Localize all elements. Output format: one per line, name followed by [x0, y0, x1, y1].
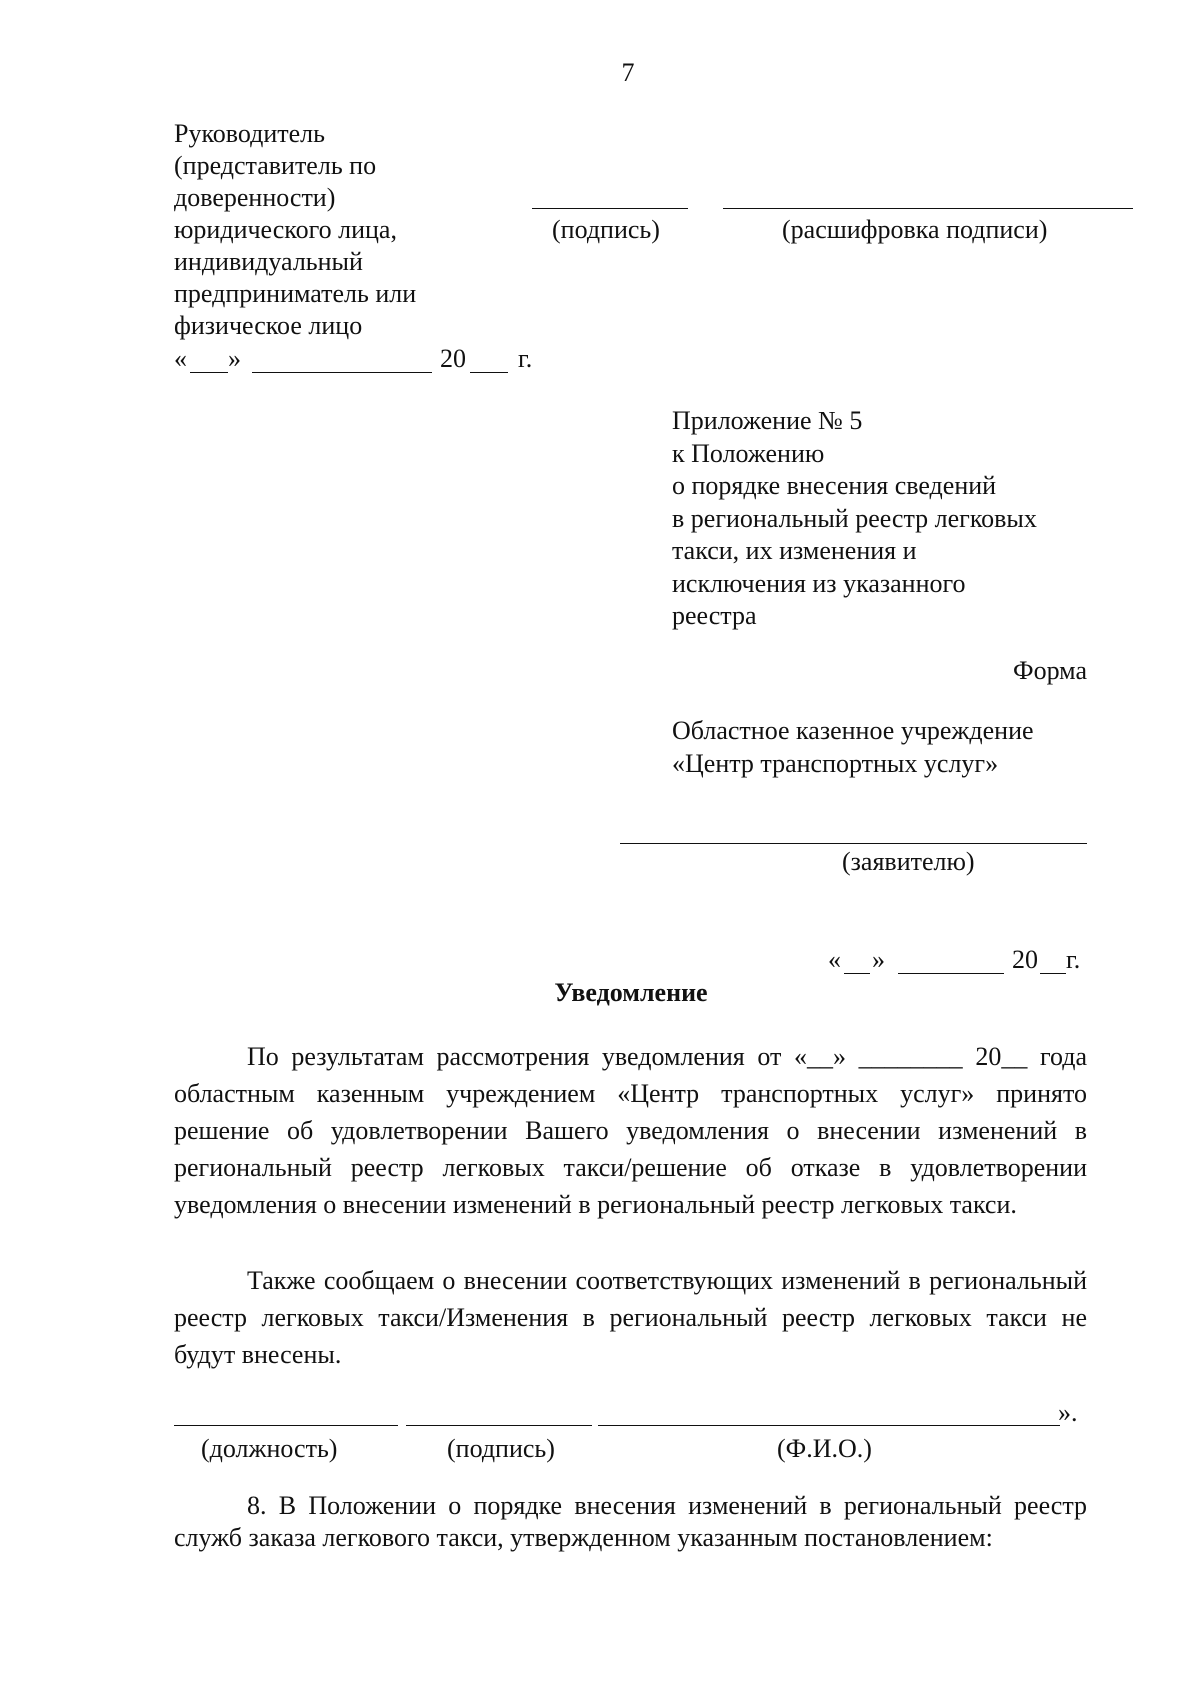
appendix-line: в региональный реестр легковых — [672, 503, 1037, 533]
appendix-line: реестра — [672, 601, 757, 630]
appendix-line: к Положению — [672, 438, 825, 468]
notice-title: Уведомление — [554, 978, 708, 1007]
year-suffix: г. — [518, 344, 533, 373]
applicant-label: (заявителю) — [842, 847, 975, 876]
signature-label: (подпись) — [552, 215, 660, 244]
appendix-line: Приложение № 5 — [672, 406, 863, 435]
signer-line: Руководитель — [174, 119, 325, 148]
signature-blank-line — [532, 208, 688, 209]
position-label: (должность) — [201, 1434, 338, 1463]
appendix-line: исключения из указанного — [672, 568, 966, 598]
date-close-quote: » — [228, 344, 241, 373]
day-blank-line — [190, 372, 228, 373]
notice-year-suffix: г. — [1066, 945, 1081, 974]
bottom-signature-label: (подпись) — [447, 1434, 555, 1463]
signer-line: предприниматель или — [174, 279, 417, 308]
notice-year-prefix: 20 — [1012, 945, 1038, 974]
form-label: Форма — [1013, 656, 1087, 685]
signature-decoding-label: (расшифровка подписи) — [782, 215, 1048, 244]
year-prefix: 20 — [440, 344, 466, 373]
appendix-line: такси, их изменения и — [672, 536, 917, 565]
institution-block — [672, 715, 1092, 780]
position-blank-line — [174, 1425, 398, 1426]
appendix-line: о порядке внесения сведений — [672, 471, 997, 500]
signer-line: доверенности) — [174, 183, 336, 212]
appendix-block — [672, 405, 1092, 633]
institution-line: Областное казенное учреждение — [672, 716, 1034, 745]
signer-title-block — [174, 118, 504, 342]
full-name-label: (Ф.И.О.) — [777, 1434, 872, 1463]
notice-date-close-quote: » — [872, 945, 885, 974]
applicant-blank-line — [620, 843, 1087, 844]
year-blank-line — [470, 372, 508, 373]
signer-line: индивидуальный — [174, 247, 363, 276]
signer-line: физическое лицо — [174, 311, 363, 340]
month-blank-line — [252, 372, 432, 373]
notice-month-blank-line — [898, 973, 1004, 974]
signer-line: (представитель по — [174, 151, 377, 180]
closing-quote: ». — [1058, 1398, 1078, 1427]
page-number: 7 — [621, 58, 635, 87]
notice-date-open-quote: « — [828, 945, 841, 974]
clause-8-paragraph: 8. В Положении о порядке внесения изменений в региональный реестр служб заказа легкового такси, утвержденном указанным постановлением: — [174, 1491, 1087, 1552]
notice-day-blank-line — [844, 973, 870, 974]
notice-paragraph-1: По результатам рассмотрения уведомления от «__» ________ 20__ года областным казенным учреждением «Центр транспортных услуг» принято решение об удовлетворении Вашего уведомления о внесении изменений в региональный реестр легковых такси/решение об отказе в удовлетворении уведомления о внесении изменений в региональный реестр легковых такси. — [174, 1042, 1087, 1219]
bottom-signature-blank-line — [406, 1425, 592, 1426]
name-blank-line — [598, 1425, 1060, 1426]
signer-line: юридического лица, — [174, 215, 397, 244]
notice-year-blank-line — [1040, 973, 1066, 974]
decoding-blank-line — [723, 208, 1133, 209]
institution-line: «Центр транспортных услуг» — [672, 748, 999, 778]
notice-paragraph-2: Также сообщаем о внесении соответствующих изменений в региональный реестр легковых такси/Изменения в региональный реестр легковых такси не будут внесены. — [174, 1266, 1087, 1369]
date-open-quote: « — [174, 344, 187, 373]
